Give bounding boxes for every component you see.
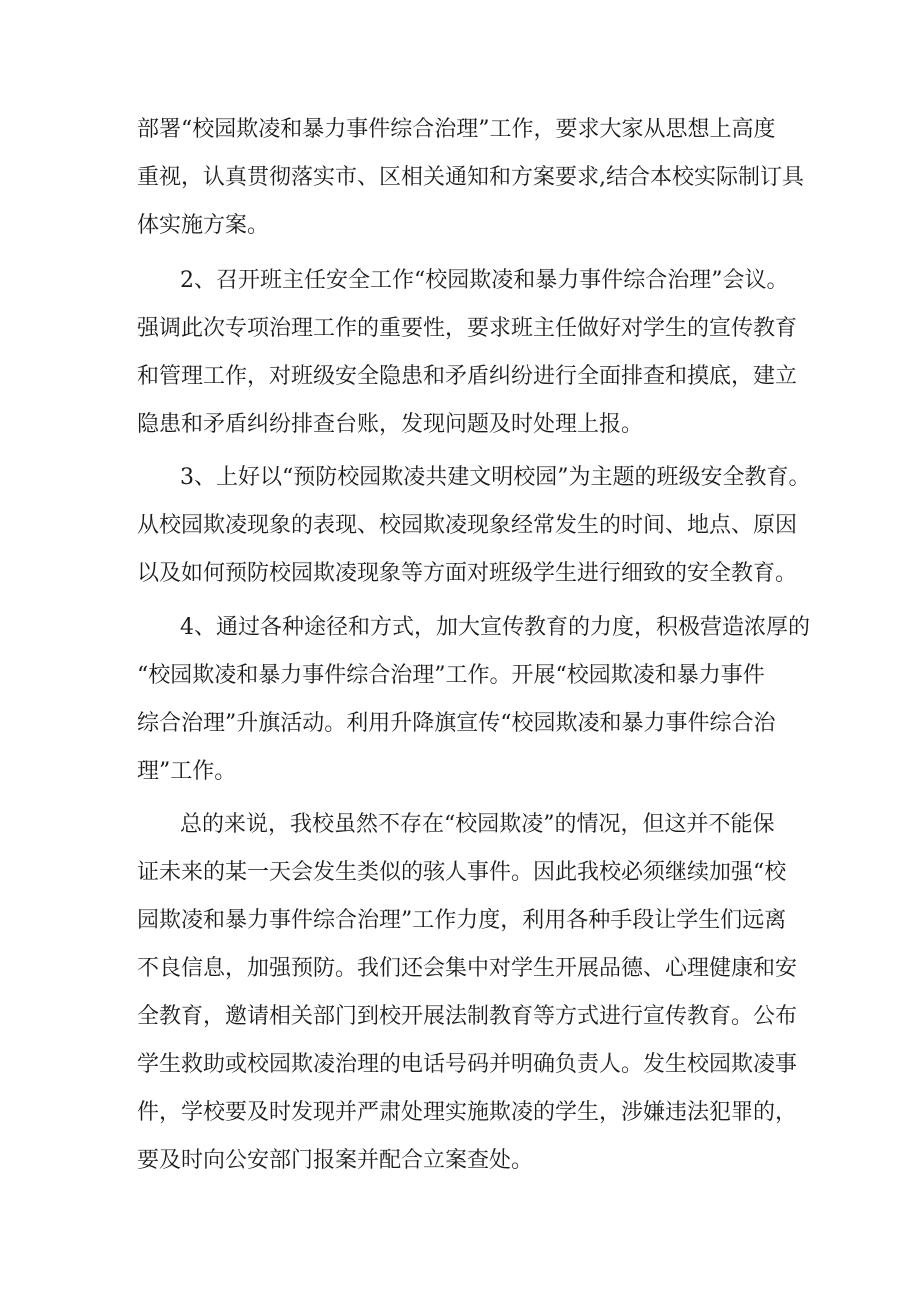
text-line-11: 4、通过各种途径和方式，加大宣传教育的力度，积极营造浓厚的 <box>180 615 810 640</box>
text-line-20: 学生救助或校园欺凌治理的电话号码并明确负责人。发生校园欺凌事 <box>137 1052 798 1077</box>
text-line-5: 强调此次专项治理工作的重要性，要求班主任做好对学生的宣传教育 <box>137 316 798 341</box>
text-line-1: 部署“校园欺凌和暴力事件综合治理”工作，要求大家从思想上高度 <box>137 117 776 142</box>
text-line-6: 和管理工作，对班级安全隐患和矛盾纠纷进行全面排查和摸底，建立 <box>137 364 798 389</box>
text-line-8: 3、上好以“预防校园欺凌共建文明校园”为主题的班级安全教育。 <box>180 465 811 490</box>
text-line-12: “校园欺凌和暴力事件综合治理”工作。开展“校园欺凌和暴力事件 <box>137 663 765 688</box>
text-line-14: 理”工作。 <box>137 759 237 784</box>
text-line-9: 从校园欺凌现象的表现、校园欺凌现象经常发生的时间、地点、原因 <box>137 513 798 538</box>
text-line-19: 全教育，邀请相关部门到校开展法制教育等方式进行宣传教育。公布 <box>137 1004 798 1029</box>
text-line-16: 证未来的某一天会发生类似的骇人事件。因此我校必须继续加强“校 <box>137 860 787 885</box>
text-line-21: 件，学校要及时发现并严肃处理实施欺凌的学生，涉嫌违法犯罪的， <box>137 1100 798 1125</box>
text-line-18: 不良信息，加强预防。我们还会集中对学生开展品德、心理健康和安 <box>137 956 798 981</box>
text-line-15: 总的来说，我校虽然不存在“校园欺凌”的情况，但这并不能保 <box>180 812 775 837</box>
text-line-3: 体实施方案。 <box>137 213 270 238</box>
text-line-22: 要及时向公安部门报案并配合立案查处。 <box>137 1148 534 1173</box>
text-line-10: 以及如何预防校园欺凌现象等方面对班级学生进行细致的安全教育。 <box>137 561 798 586</box>
text-line-7: 隐患和矛盾纠纷排查台账，发现问题及时处理上报。 <box>137 412 644 437</box>
text-line-2: 重视，认真贯彻落实市、区相关通知和方案要求,结合本校实际制订具 <box>137 165 804 190</box>
text-line-17: 园欺凌和暴力事件综合治理”工作力度，利用各种手段让学生们远离 <box>137 908 787 933</box>
text-line-4: 2、召开班主任安全工作“校园欺凌和暴力事件综合治理”会议。 <box>180 268 789 293</box>
text-line-13: 综合治理”升旗活动。利用升降旗宣传“校园欺凌和暴力事件综合治 <box>137 711 776 736</box>
